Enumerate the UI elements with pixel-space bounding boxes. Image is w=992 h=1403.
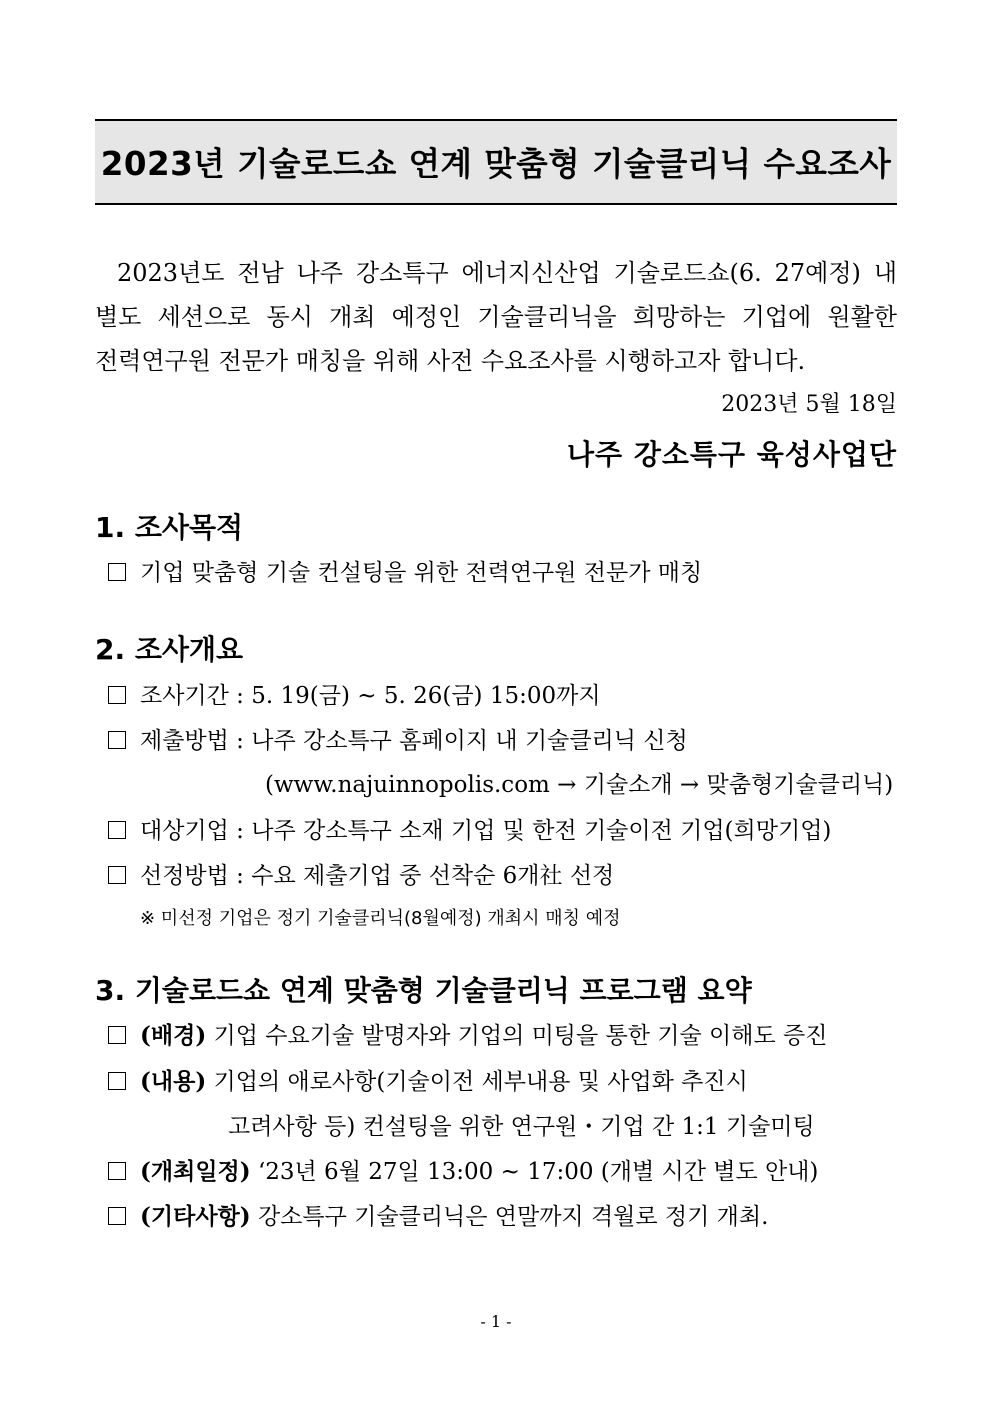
document-date: 2023년 5월 18일	[721, 392, 897, 417]
list-item	[108, 722, 688, 755]
list-item	[108, 1198, 768, 1231]
page-title: 2023년 기술로드쇼 연계 맞춤형 기술클리닉 수요조사	[100, 145, 892, 183]
checkbox-square-icon	[108, 1162, 126, 1180]
checkbox-square-icon	[108, 563, 126, 581]
page-number: - 1 -	[480, 1312, 512, 1331]
item-text: 기업의 애로사항(기술이전 세부내용 및 사업화 추진시	[213, 1069, 748, 1095]
item-label: (개최일정)	[140, 1158, 251, 1185]
note-text: ※ 미선정 기업은 정기 기술클리닉(8월예정) 개최시 매칭 예정	[140, 908, 621, 929]
list-item	[108, 857, 614, 890]
checkbox-square-icon	[108, 1207, 126, 1225]
checkbox-square-icon	[108, 866, 126, 884]
checkbox-square-icon	[108, 686, 126, 704]
checkbox-square-icon	[108, 1026, 126, 1044]
item-text: 기업 수요기술 발명자와 기업의 미팅을 통한 기술 이해도 증진	[213, 1023, 828, 1049]
item-continuation: (www.najuinnopolis.com → 기술소개 → 맞춤형기술클리닉)	[265, 772, 894, 798]
section-heading-overview: 2. 조사개요	[95, 633, 244, 666]
item-label: (내용)	[140, 1068, 207, 1095]
item-text: 선정방법 : 수요 제출기업 중 선착순 6개社 선정	[140, 863, 615, 889]
list-item	[108, 1017, 827, 1050]
intro-line: 전력연구원 전문가 매칭을 위해 사전 수요조사를 시행하고자 합니다.	[95, 347, 806, 375]
section-heading-purpose: 1. 조사목적	[95, 511, 244, 544]
item-text: 기업 맞춤형 기술 컨설팅을 위한 전력연구원 전문가 매칭	[140, 560, 703, 586]
item-text: ‘23년 6월 27일 13:00 ~ 17:00 (개별 시간 별도 안내)	[257, 1159, 819, 1185]
item-text: 강소특구 기술클리닉은 연말까지 격월로 정기 개최.	[257, 1204, 769, 1230]
section-heading-program-summary: 3. 기술로드쇼 연계 맞춤형 기술클리닉 프로그램 요약	[95, 974, 752, 1007]
list-item	[108, 1063, 748, 1096]
list-item	[108, 554, 702, 587]
checkbox-square-icon	[108, 1072, 126, 1090]
organization-name: 나주 강소특구 육성사업단	[566, 438, 897, 471]
list-item	[108, 677, 601, 710]
checkbox-square-icon	[108, 731, 126, 749]
item-label: (기타사항)	[140, 1203, 251, 1230]
item-text: 조사기간 : 5. 19(금) ~ 5. 26(금) 15:00까지	[140, 683, 601, 709]
list-item	[108, 812, 831, 845]
checkbox-square-icon	[108, 821, 126, 839]
item-label: (배경)	[140, 1022, 207, 1049]
title-box	[95, 119, 897, 205]
item-continuation: 고려사항 등) 컨설팅을 위한 연구원・기업 간 1:1 기술미팅	[228, 1114, 815, 1140]
intro-line: 2023년도 전남 나주 강소특구 에너지신산업 기술로드쇼(6. 27예정) 내	[117, 259, 897, 287]
list-item	[108, 1153, 818, 1186]
item-text: 대상기업 : 나주 강소특구 소재 기업 및 한전 기술이전 기업(희망기업)	[140, 818, 832, 844]
intro-paragraph	[95, 251, 897, 383]
item-text: 제출방법 : 나주 강소특구 홈페이지 내 기술클리닉 신청	[140, 728, 688, 754]
intro-line: 별도 세션으로 동시 개최 예정인 기술클리닉을 희망하는 기업에 원활한	[95, 303, 897, 331]
